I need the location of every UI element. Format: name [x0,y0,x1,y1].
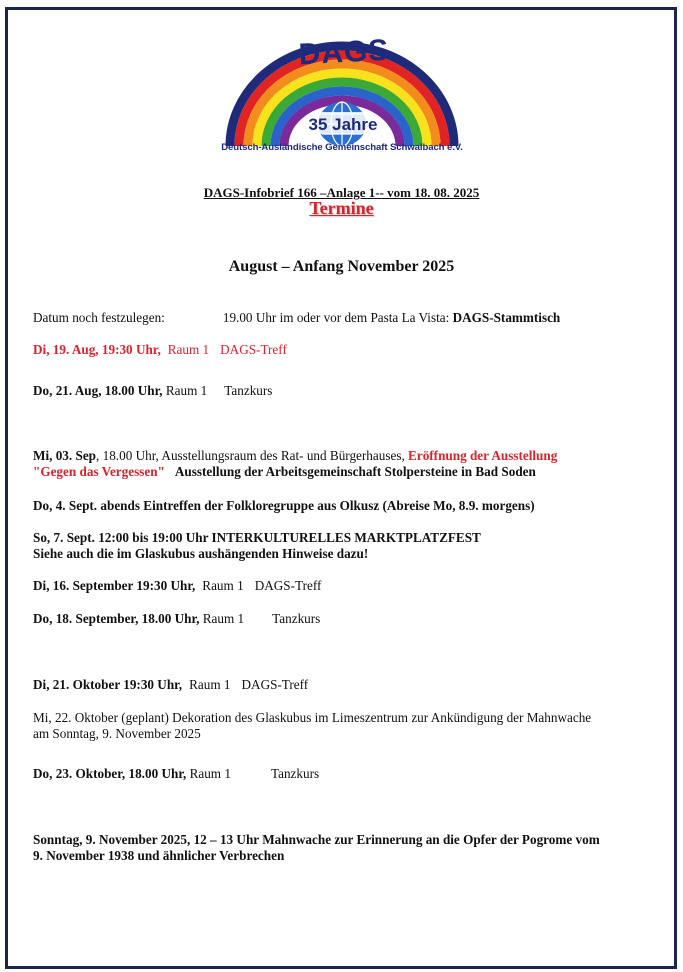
event-date: Datum noch festzulegen: [33,310,165,325]
event-room: Raum 1 [189,677,231,692]
event-date: Di, 16. September 19:30 Uhr, [33,578,196,593]
logo-title: DAGS [297,33,391,72]
event-dekoration [33,710,591,742]
event-tanzkurs-okt [33,766,319,782]
infobrief-heading: DAGS-Infobrief 166 –Anlage 1-- vom 18. 08. 2025 [203,185,480,200]
event-mahnwache [33,832,600,864]
event-tanzkurs-sep [33,611,320,627]
event-text: Sonntag, 9. November 2025, 12 – 13 Uhr Mahnwache zur Erinnerung an die Opfer der Pogrome vom [33,832,600,847]
event-note: 9. November 1938 und ähnlicher Verbrechen [33,848,285,863]
event-date: Di, 21. Oktober 19:30 Uhr, [33,677,183,692]
event-date: Do, 21. Aug, 18.00 Uhr, [33,383,163,398]
event-detail: 19.00 Uhr im oder vor dem Pasta La Vista: [222,310,453,325]
event-ausstellung [33,448,557,480]
event-date: Do, 18. September, 18.00 Uhr, [33,611,200,626]
event-room: Raum 1 [202,578,244,593]
event-room: Raum 1 [167,342,210,357]
event-title: DAGS-Stammtisch [452,310,561,325]
event-note: Ausstellung der Arbeitsgemeinschaft Stolpersteine in Bad Soden [174,464,536,479]
event-detail: , 18.00 Uhr, Ausstellungsraum des Rat- und Bürgerhauses, [96,448,409,463]
event-date: Do, 23. Oktober, 18.00 Uhr, [33,766,187,781]
event-marktplatzfest [33,530,481,562]
event-note: am Sonntag, 9. November 2025 [33,726,201,741]
event-title: DAGS-Treff [220,342,287,357]
event-text: So, 7. Sept. 12:00 bis 19:00 Uhr INTERKULTURELLES MARKTPLATZFEST [33,530,481,545]
event-note: Siehe auch die im Glaskubus aushängenden Hinweise dazu! [33,546,369,561]
event-folkloregruppe [33,498,535,514]
event-title: Tanzkurs [224,383,273,398]
event-date: Di, 19. Aug, 19:30 Uhr, [33,342,161,357]
logo-caption: Deutsch-Ausländische Gemeinschaft Schwalbach e.V. [221,142,463,153]
event-room: Raum 1 [202,611,245,626]
event-tanzkurs-aug [33,383,272,399]
event-title: Tanzkurs [270,766,320,781]
event-room: Raum 1 [165,383,208,398]
period-heading: August – Anfang November 2025 [228,258,455,275]
dags-logo [216,22,468,158]
event-dags-treff-okt [33,677,308,693]
event-title: Eröffnung der Ausstellung [408,448,558,463]
event-room: Raum 1 [189,766,231,781]
event-text: Mi, 22. Oktober (geplant) Dekoration des Glaskubus im Limeszentrum zur Ankündigung der Mahnwache [33,710,592,725]
event-dags-treff-aug [33,342,287,358]
event-title: DAGS-Treff [254,578,322,593]
event-text: Do, 4. Sept. abends Eintreffen der Folkloregruppe aus Olkusz (Abreise Mo, 8.9. morgens) [33,498,535,513]
event-title: DAGS-Treff [241,677,309,692]
page-title: Termine [309,198,374,218]
event-dags-treff-sep [33,578,321,594]
logo-badge: 35 Jahre [308,115,378,134]
event-title: Tanzkurs [272,611,321,626]
event-subtitle: "Gegen das Vergessen" [33,464,165,479]
event-date: Mi, 03. Sep [33,448,97,463]
event-stammtisch [33,310,560,326]
